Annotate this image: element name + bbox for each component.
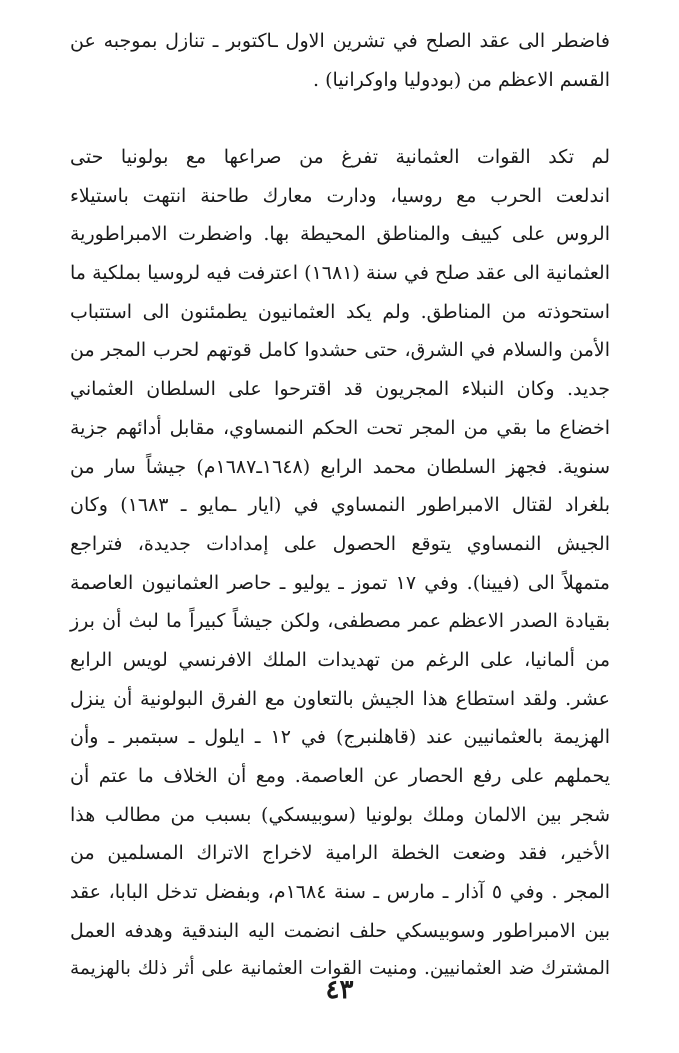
text-line: الروس على كييف والمناطق المحيطة بها. واضطرت الامبراطورية xyxy=(70,223,610,246)
text-line: المشترك ضد العثمانيين. ومنيت القوات العثمانية على أثر ذلك بالهزيمة xyxy=(70,958,610,980)
text-line: استحوذته من المناطق. ولم يكد العثمانيون يطمئنون الى استتباب xyxy=(70,300,610,323)
text-line: الهزيمة بالعثمانيين عند (قاهلنبرج) في ١٢ ـ ايلول ـ سبتمبر ـ وأن xyxy=(70,726,610,749)
text-line: شجر بين الالمان وملك بولونيا (سوبيسكي) بسبب من مطالب هذا xyxy=(70,803,610,826)
paragraph-1 xyxy=(70,22,610,99)
text-line: اندلعت الحرب مع روسيا، ودارت معارك طاحنة انتهت باستيلاء xyxy=(70,184,610,207)
text-line: متمهلاً الى (فيينا). وفي ١٧ تموز ـ يوليو ـ حاصر العثمانيون العاصمة xyxy=(70,571,610,594)
text-line: القسم الاعظم من (بودوليا واوكرانيا) . xyxy=(313,68,610,91)
paragraph-2 xyxy=(70,138,610,989)
text-line: فاضطر الى عقد الصلح في تشرين الاول ـاكتوبر ـ تنازل بموجبه عن xyxy=(70,30,610,52)
text-line: من ألمانيا، على الرغم من تهديدات الملك الافرنسي لويس الرابع xyxy=(70,648,610,671)
text-line: العثمانية الى عقد صلح في سنة (١٦٨١) اعترفت فيه لروسيا بملكية ما xyxy=(70,262,610,285)
text-line: عشر. ولقد استطاع هذا الجيش بالتعاون مع الفرق البولونية أن ينزل xyxy=(70,687,610,710)
text-line: المجر . وفي ٥ آذار ـ مارس ـ سنة ١٦٨٤م، وبفضل تدخل البابا، عقد xyxy=(70,881,610,904)
text-line: الجيش النمساوي يتوقع الحصول على إمدادات جديدة، فتراجع xyxy=(70,532,610,555)
page-number: ٤٣ xyxy=(325,975,354,1005)
text-line: سنوية. فجهز السلطان محمد الرابع (١٦٤٨ـ١٦٨٧م) جيشاً سار من xyxy=(70,455,610,478)
text-line: لم تكد القوات العثمانية تفرغ من صراعها مع بولونيا حتى xyxy=(70,146,610,168)
text-line: بلغراد لقتال الامبراطور النمساوي في (ايار ـمايو ـ ١٦٨٣) وكان xyxy=(70,494,610,517)
text-line: بين الامبراطور وسوبيسكي حلف انضمت اليه البندقية وهدفه العمل xyxy=(70,919,610,942)
text-line: بقيادة الصدر الاعظم عمر مصطفى، ولكن جيشاً كبيراً ما لبث أن برز xyxy=(70,610,610,633)
text-line: الأخير، فقد وضعت الخطة الرامية لاخراج الاتراك المسلمين من xyxy=(70,842,610,865)
text-line: يحملهم على رفع الحصار عن العاصمة. ومع أن الخلاف ما عتم أن xyxy=(70,765,610,787)
text-line: الأمن والسلام في الشرق، حتى حشدوا كامل قوتهم لحرب المجر من xyxy=(70,339,610,362)
text-line: جديد. وكان النبلاء المجريون قد اقترحوا على السلطان العثماني xyxy=(70,378,610,401)
text-line: اخضاع ما بقي من المجر تحت الحكم النمساوي، مقابل أدائهم جزية xyxy=(70,416,610,439)
